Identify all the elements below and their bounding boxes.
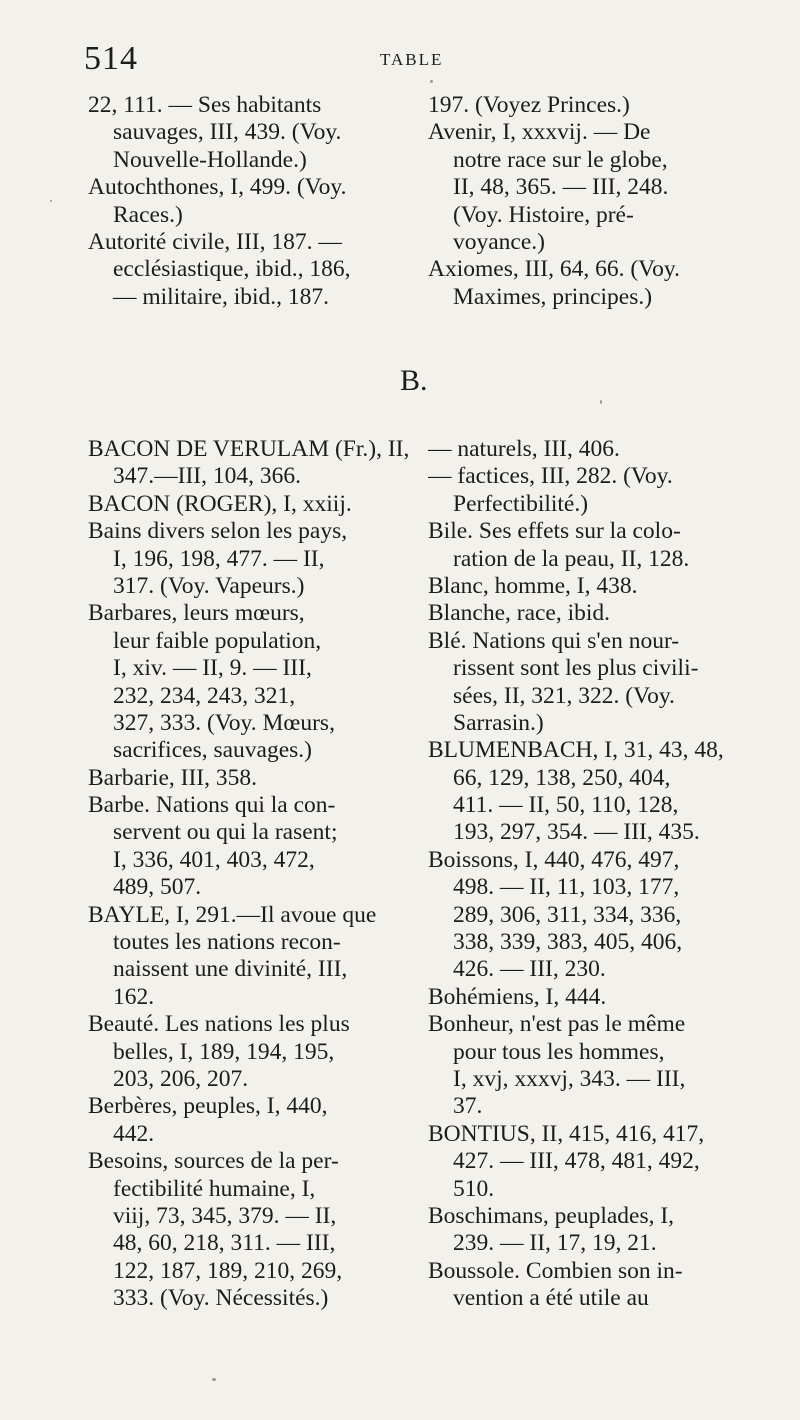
index-entry <box>428 436 768 463</box>
entry-heading-line: Boissons, I, 440, 476, 497, <box>428 846 680 873</box>
entry-heading-line: Boussole. Combien son in- <box>428 1257 683 1284</box>
index-entry <box>88 902 428 1012</box>
index-entry <box>428 256 768 311</box>
entry-continuation-line: — militaire, ibid., 187. <box>113 283 330 310</box>
entry-heading-line: BONTIUS, II, 415, 416, 417, <box>428 1120 705 1147</box>
running-head: TABLE <box>380 50 444 69</box>
entry-continuation-line: 66, 129, 138, 250, 404, <box>453 764 671 791</box>
entry-continuation-line: 338, 339, 383, 405, 406, <box>453 929 683 956</box>
top-left-column <box>88 92 428 311</box>
index-entry <box>88 600 428 764</box>
entry-heading-line: Autorité civile, III, 187. — <box>88 228 342 255</box>
entry-heading-line: Bile. Ses effets sur la colo- <box>428 518 681 545</box>
entry-continuation-line: naissent une divinité, III, <box>113 956 348 983</box>
index-entry <box>428 628 768 738</box>
index-entry <box>428 737 768 847</box>
entry-continuation-line: I, xiv. — II, 9. — III, <box>113 655 312 682</box>
index-entry <box>88 491 428 518</box>
entry-continuation-line: 411. — II, 50, 110, 128, <box>453 792 679 819</box>
entry-continuation-line: 289, 306, 311, 334, 336, <box>453 901 682 928</box>
entry-continuation-line: Perfectibilité.) <box>453 490 589 517</box>
entry-continuation-line: II, 48, 365. — III, 248. <box>453 174 669 201</box>
entry-continuation-line: Sarrasin.) <box>453 709 544 736</box>
entry-continuation-line: vention a été utile au <box>453 1285 649 1312</box>
entry-continuation-line: 317. (Voy. Vapeurs.) <box>113 572 305 599</box>
index-entry <box>428 1011 768 1121</box>
entry-continuation-line: 489, 507. <box>113 874 202 901</box>
entry-heading-line: Berbères, peuples, I, 440, <box>88 1093 328 1120</box>
entry-heading-line: Avenir, I, xxxvij. — De <box>428 119 651 146</box>
index-entry <box>428 1121 768 1203</box>
index-entry <box>428 573 768 600</box>
top-right-column <box>428 92 768 311</box>
entry-heading-line: Blé. Nations qui s'en nour- <box>428 627 680 654</box>
entry-continuation-line: voyance.) <box>453 228 545 255</box>
entry-heading-line: 197. (Voyez Princes.) <box>428 92 630 118</box>
entry-heading-line: Axiomes, III, 64, 66. (Voy. <box>428 256 680 283</box>
entry-heading-line: 22, 111. — Ses habitants <box>88 92 322 118</box>
entry-heading-line: Barbe. Nations qui la con- <box>88 792 336 819</box>
entry-continuation-line: fectibilité humaine, I, <box>113 1175 316 1202</box>
entry-heading-line: Bonheur, n'est pas le même <box>428 1011 686 1038</box>
entry-continuation-line: leur faible population, <box>113 627 322 654</box>
entry-continuation-line: ration de la peau, II, 128. <box>453 545 690 572</box>
entry-heading-line: Blanche, race, ibid. <box>428 600 611 627</box>
index-entry <box>88 1011 428 1093</box>
index-entry <box>88 92 428 174</box>
entry-continuation-line: 347.—III, 104, 366. <box>113 463 301 490</box>
entry-continuation-line: 122, 187, 189, 210, 269, <box>113 1257 343 1284</box>
entry-heading-line: Bohémiens, I, 444. <box>428 983 607 1010</box>
left-column <box>88 436 428 1313</box>
entry-heading-line: Blanc, homme, I, 438. <box>428 572 638 599</box>
index-entry <box>88 765 428 792</box>
entry-continuation-line: 426. — III, 230. <box>453 956 606 983</box>
entry-continuation-line: 37. <box>453 1093 483 1120</box>
entry-heading-line: BLUMENBACH, I, 31, 43, 48, <box>428 737 724 764</box>
paper-speck <box>50 200 52 202</box>
index-entry <box>428 463 768 518</box>
entry-heading-line: BACON (ROGER), I, xxiij. <box>88 490 352 517</box>
index-entry <box>88 229 428 311</box>
right-column <box>428 436 768 1313</box>
entry-continuation-line: 232, 234, 243, 321, <box>113 682 296 709</box>
entry-heading-line: — factices, III, 282. (Voy. <box>428 463 673 490</box>
entry-continuation-line: sées, II, 321, 322. (Voy. <box>453 682 675 709</box>
index-entry <box>88 174 428 229</box>
entry-continuation-line: 510. <box>453 1175 495 1202</box>
index-entry <box>428 119 768 256</box>
index-entry <box>88 1093 428 1148</box>
entry-continuation-line: 203, 206, 207. <box>113 1065 249 1092</box>
entry-continuation-line: I, 336, 401, 403, 472, <box>113 846 315 873</box>
entry-continuation-line: 193, 297, 354. — III, 435. <box>453 819 700 846</box>
entry-heading-line: Bains divers selon les pays, <box>88 518 348 545</box>
index-entry <box>428 518 768 573</box>
entry-continuation-line: I, 196, 198, 477. — II, <box>113 545 325 572</box>
entry-continuation-line: servent ou qui la rasent; <box>113 819 338 846</box>
entry-continuation-line: toutes les nations recon- <box>113 929 341 956</box>
entry-continuation-line: notre race sur le globe, <box>453 146 668 173</box>
index-entry <box>428 92 768 119</box>
entry-heading-line: — naturels, III, 406. <box>428 436 620 462</box>
entry-heading-line: Barbarie, III, 358. <box>88 764 257 791</box>
entry-continuation-line: (Voy. Histoire, pré- <box>453 201 634 228</box>
entry-continuation-line: rissent sont les plus civili- <box>453 655 699 682</box>
index-entry <box>428 1203 768 1258</box>
entry-continuation-line: 333. (Voy. Nécessités.) <box>113 1285 329 1312</box>
entry-continuation-line: 239. — II, 17, 19, 21. <box>453 1230 657 1257</box>
paper-speck <box>430 80 433 83</box>
entry-heading-line: BAYLE, I, 291.—Il avoue que <box>88 901 377 928</box>
index-entry <box>88 1148 428 1312</box>
entry-continuation-line: ecclésiastique, ibid., 186, <box>113 256 351 283</box>
entry-continuation-line: Races.) <box>113 201 183 228</box>
entry-continuation-line: 48, 60, 218, 311. — III, <box>113 1230 336 1257</box>
entry-heading-line: Boschimans, peuplades, I, <box>428 1202 675 1229</box>
entry-heading-line: BACON DE VERULAM (Fr.), II, <box>88 436 410 462</box>
index-entry <box>428 984 768 1011</box>
page-number: 514 <box>84 40 138 77</box>
entry-continuation-line: 442. <box>113 1120 155 1147</box>
entry-continuation-line: 427. — III, 478, 481, 492, <box>453 1148 700 1175</box>
index-entry <box>428 1258 768 1313</box>
entry-heading-line: Barbares, leurs mœurs, <box>88 600 305 627</box>
paper-speck <box>600 400 602 404</box>
section-letter: B. <box>400 364 428 397</box>
entry-continuation-line: belles, I, 189, 194, 195, <box>113 1038 335 1065</box>
entry-heading-line: Besoins, sources de la per- <box>88 1148 339 1175</box>
paper-speck <box>212 1378 216 1381</box>
entry-continuation-line: 327, 333. (Voy. Mœurs, <box>113 709 335 736</box>
index-entry <box>88 792 428 902</box>
entry-continuation-line: 162. <box>113 983 155 1010</box>
entry-continuation-line: 498. — II, 11, 103, 177, <box>453 874 680 901</box>
entry-heading-line: Autochthones, I, 499. (Voy. <box>88 174 347 201</box>
entry-continuation-line: Nouvelle-Hollande.) <box>113 146 307 173</box>
entry-continuation-line: Maximes, principes.) <box>453 283 653 310</box>
index-entry <box>88 436 428 491</box>
entry-continuation-line: I, xvj, xxxvj, 343. — III, <box>453 1065 686 1092</box>
entry-continuation-line: sacrifices, sauvages.) <box>113 737 313 764</box>
entry-continuation-line: pour tous les hommes, <box>453 1038 665 1065</box>
index-entry <box>428 600 768 627</box>
index-entry <box>88 518 428 600</box>
entry-continuation-line: sauvages, III, 439. (Voy. <box>113 119 342 146</box>
entry-continuation-line: viij, 73, 345, 379. — II, <box>113 1202 337 1229</box>
index-entry <box>428 847 768 984</box>
entry-heading-line: Beauté. Les nations les plus <box>88 1011 350 1038</box>
